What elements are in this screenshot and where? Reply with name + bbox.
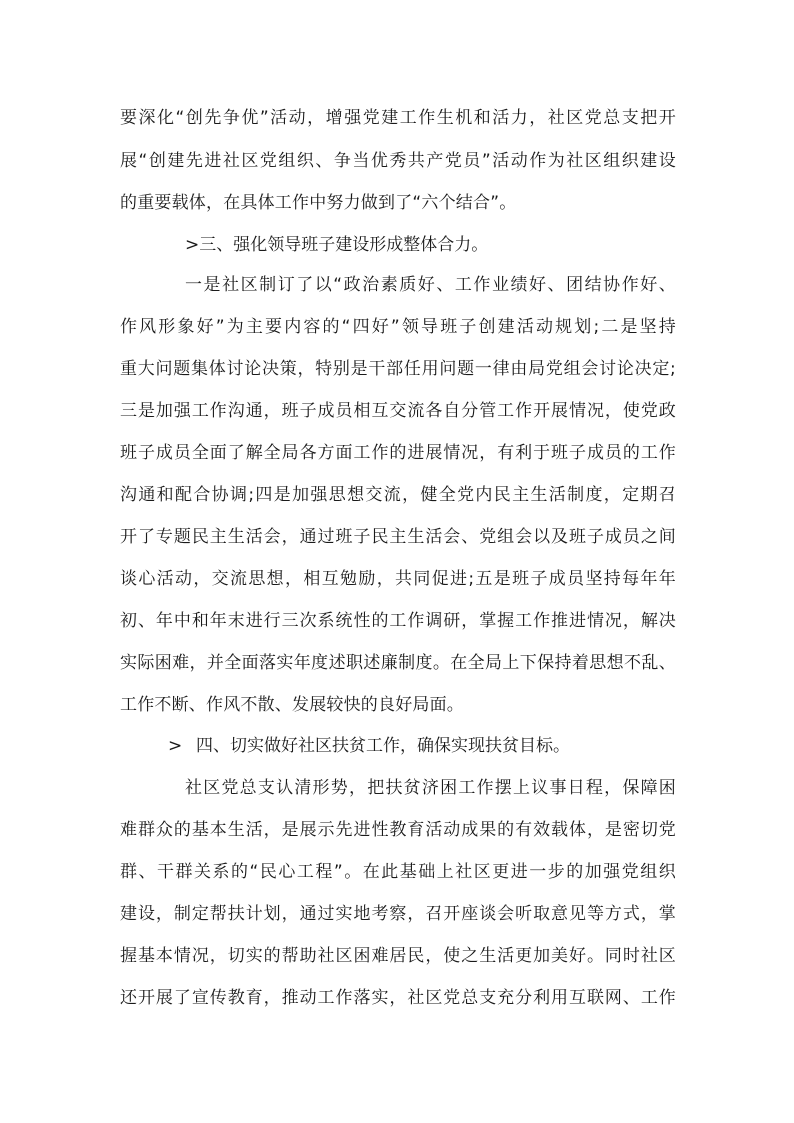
text-line: 实际困难，并全面落实年度述职述廉制度。在全局上下保持着思想不乱、 [120, 653, 676, 673]
text-line: 社区党总支认清形势，把扶贫济困工作摆上议事日程，保障困 [185, 778, 676, 798]
text-line: 一是社区制订了以“政治素质好、工作业绩好、团结协作好、 [185, 275, 676, 295]
text-line: 初、年中和年末进行三次系统性的工作调研，掌握工作推进情况，解决 [120, 611, 676, 631]
text-line: 班子成员全面了解全局各方面工作的进展情况，有利于班子成员的工作 [120, 443, 676, 463]
text-line: 谈心活动，交流思想，相互勉励，共同促进;五是班子成员坚持每年年 [120, 569, 676, 589]
text-line: 作风形象好”为主要内容的“四好”领导班子创建活动规划;二是坚持 [120, 317, 676, 337]
section-heading-3 [185, 235, 488, 255]
heading-marker: > [185, 235, 200, 255]
heading-text: 三、强化领导班子建设形成整体合力。 [199, 235, 489, 255]
text-line: 难群众的基本生活，是展示先进性教育活动成果的有效载体，是密切党 [120, 820, 676, 840]
text-line: 开了专题民主生活会，通过班子民主生活会、党组会以及班子成员之间 [120, 527, 676, 547]
text-line: 重大问题集体讨论决策，特别是干部任用问题一律由局党组会讨论决定; [120, 359, 676, 379]
text-line: 工作不断、作风不散、发展较快的良好局面。 [120, 695, 464, 715]
heading-marker: > [168, 736, 183, 756]
text-line: 要深化“创先争优”活动，增强党建工作生机和活力，社区党总支把开 [120, 108, 676, 128]
text-line: 还开展了宣传教育，推动工作落实，社区党总支充分利用互联网、工作 [120, 988, 676, 1008]
text-line: 建设，制定帮扶计划，通过实地考察，召开座谈会听取意见等方式，掌 [120, 904, 676, 924]
text-line: 展“创建先进社区党组织、争当优秀共产党员”活动作为社区组织建设 [120, 151, 676, 171]
text-line: 的重要载体，在具体工作中努力做到了“六个结合”。 [120, 193, 517, 213]
text-line: 沟通和配合协调;四是加强思想交流，健全党内民主生活制度，定期召 [120, 485, 676, 505]
text-line: 三是加强工作沟通，班子成员相互交流各自分管工作开展情况，使党政 [120, 401, 676, 421]
heading-text: 四、切实做好社区扶贫工作，确保实现扶贫目标。 [196, 736, 570, 756]
text-line: 握基本情况，切实的帮助社区困难居民，使之生活更加美好。同时社区 [120, 946, 676, 966]
text-line: 群、干群关系的“民心工程”。在此基础上社区更进一步的加强党组织 [120, 862, 676, 882]
section-heading-4 [168, 736, 570, 756]
